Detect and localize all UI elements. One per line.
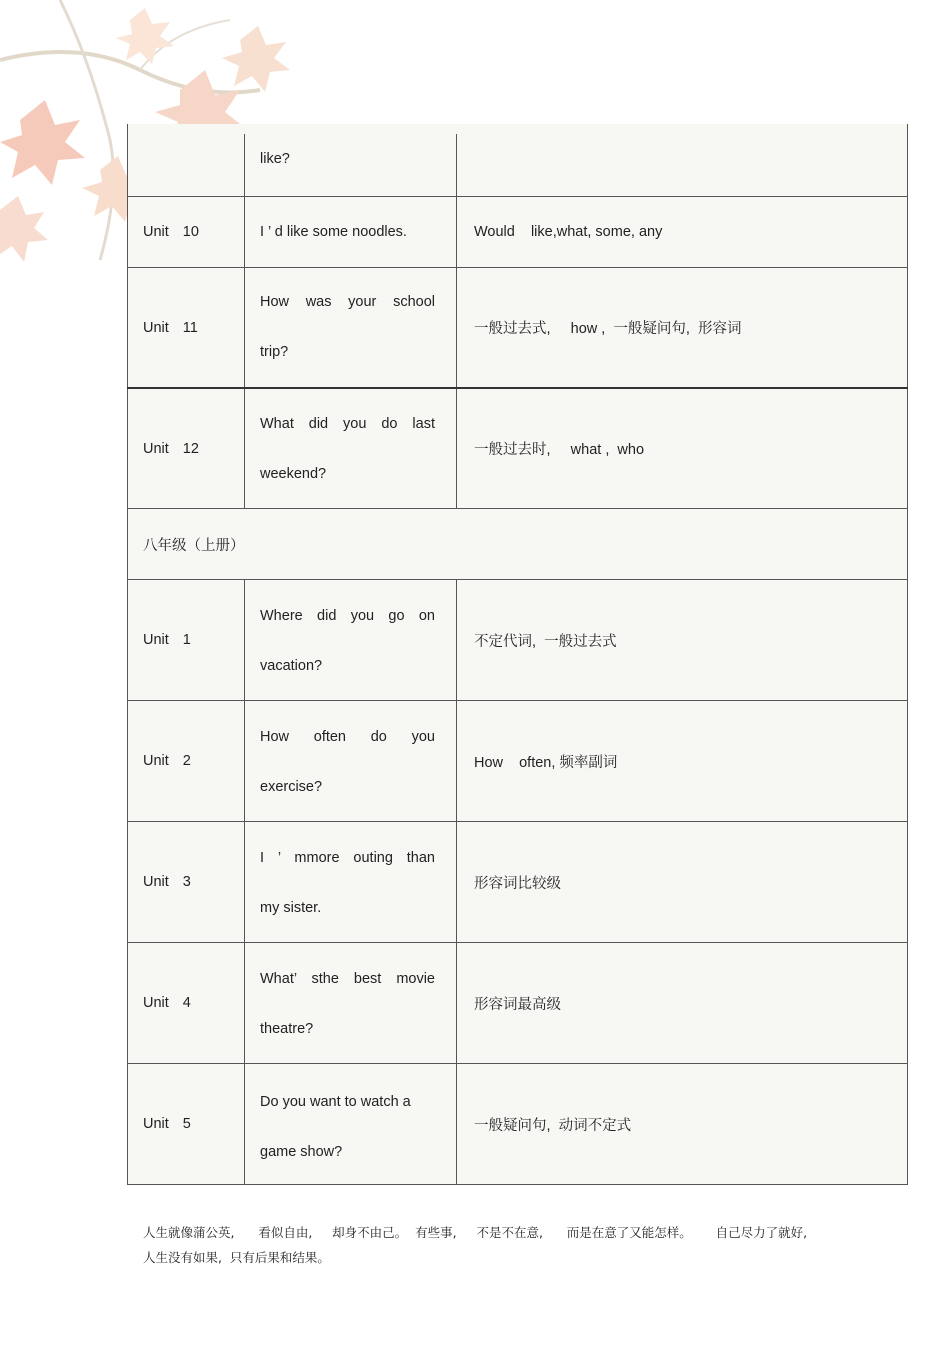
lesson-title xyxy=(260,277,435,377)
unit-word: Unit xyxy=(143,874,169,890)
unit-label xyxy=(143,580,243,700)
lesson-title xyxy=(260,134,435,184)
column-divider-1 xyxy=(244,134,245,509)
lesson-title-line: exercise? xyxy=(260,779,323,795)
grammar-note: How often, 频率副词 xyxy=(474,754,618,771)
grammar-note: 形容词比较级 xyxy=(474,875,561,892)
footer-line: 人生没有如果, 只有后果和结果。 xyxy=(143,1250,330,1265)
lesson-title-line: weekend? xyxy=(260,466,327,482)
column-divider-1b xyxy=(244,580,245,1185)
unit-word: Unit xyxy=(143,224,169,240)
unit-word: Unit xyxy=(143,319,169,336)
grammar-note: 一般过去式, how , 一般疑问句, 形容词 xyxy=(474,321,742,337)
unit-word: Unit xyxy=(143,440,169,457)
unit-label xyxy=(143,822,243,942)
footer-quote xyxy=(143,1220,843,1270)
unit-label xyxy=(143,943,243,1063)
lesson-title-line: Where did you go on xyxy=(260,608,435,624)
unit-word: Unit xyxy=(143,1116,169,1132)
column-divider-2 xyxy=(456,134,457,509)
unit-number: 11 xyxy=(182,319,198,336)
grammar-note: 不定代词, 一般过去式 xyxy=(474,633,617,650)
lesson-title-line: Do you want to watch a xyxy=(260,1094,411,1110)
lesson-title xyxy=(260,954,435,1054)
footer-line: 人生就像蒲公英, 看似自由, 却身不由己。 有些事, 不是不在意, 而是在意了又能怎样。 自己尽力了就好, xyxy=(143,1225,808,1240)
lesson-title-line: trip? xyxy=(260,344,289,360)
lesson-title xyxy=(260,399,435,499)
lesson-title-line: vacation? xyxy=(260,658,323,674)
grammar-table xyxy=(127,124,908,1185)
unit-label xyxy=(143,268,243,387)
unit-word: Unit xyxy=(143,995,169,1011)
lesson-title-line: theatre? xyxy=(260,1021,314,1037)
unit-label xyxy=(143,389,243,508)
table-border-right xyxy=(907,124,908,1185)
lesson-title-line: What’ sthe best movie xyxy=(260,971,435,987)
lesson-title-line: my sister. xyxy=(260,900,322,916)
unit-label xyxy=(143,1064,243,1184)
unit-number: 2 xyxy=(182,753,191,769)
section-heading: 八年级（上册） xyxy=(143,537,245,554)
unit-label xyxy=(143,701,243,821)
unit-number: 10 xyxy=(182,224,199,240)
lesson-title-line: How often do you xyxy=(260,729,435,745)
unit-number: 1 xyxy=(182,632,191,648)
unit-number: 12 xyxy=(182,440,199,457)
unit-word: Unit xyxy=(143,753,169,769)
table-border-left xyxy=(127,124,128,1185)
unit-label xyxy=(143,197,243,267)
unit-number: 5 xyxy=(182,1116,191,1132)
unit-word: Unit xyxy=(143,632,169,648)
lesson-title xyxy=(260,1077,435,1177)
table-border-bottom xyxy=(127,1184,908,1185)
unit-number: 3 xyxy=(182,874,191,890)
lesson-title-line: I ’ d like some noodles. xyxy=(260,224,407,240)
lesson-title-line: What did you do last xyxy=(260,416,435,432)
lesson-title-line: How was your school xyxy=(260,294,435,310)
lesson-title xyxy=(260,591,435,691)
column-divider-2b xyxy=(456,580,457,1185)
lesson-title-line: I ’ mmore outing than xyxy=(260,850,435,866)
grammar-note: 一般疑问句, 动词不定式 xyxy=(474,1117,632,1134)
unit-number: 4 xyxy=(182,995,191,1011)
grammar-note: 形容词最高级 xyxy=(474,996,561,1013)
lesson-title-line: game show? xyxy=(260,1144,343,1160)
grammar-note: 一般过去时, what , who xyxy=(474,442,645,458)
lesson-title xyxy=(260,833,435,933)
lesson-title-line: like? xyxy=(260,151,290,167)
grammar-note: Would like,what, some, any xyxy=(474,224,663,240)
lesson-title xyxy=(260,207,435,257)
lesson-title xyxy=(260,712,435,812)
